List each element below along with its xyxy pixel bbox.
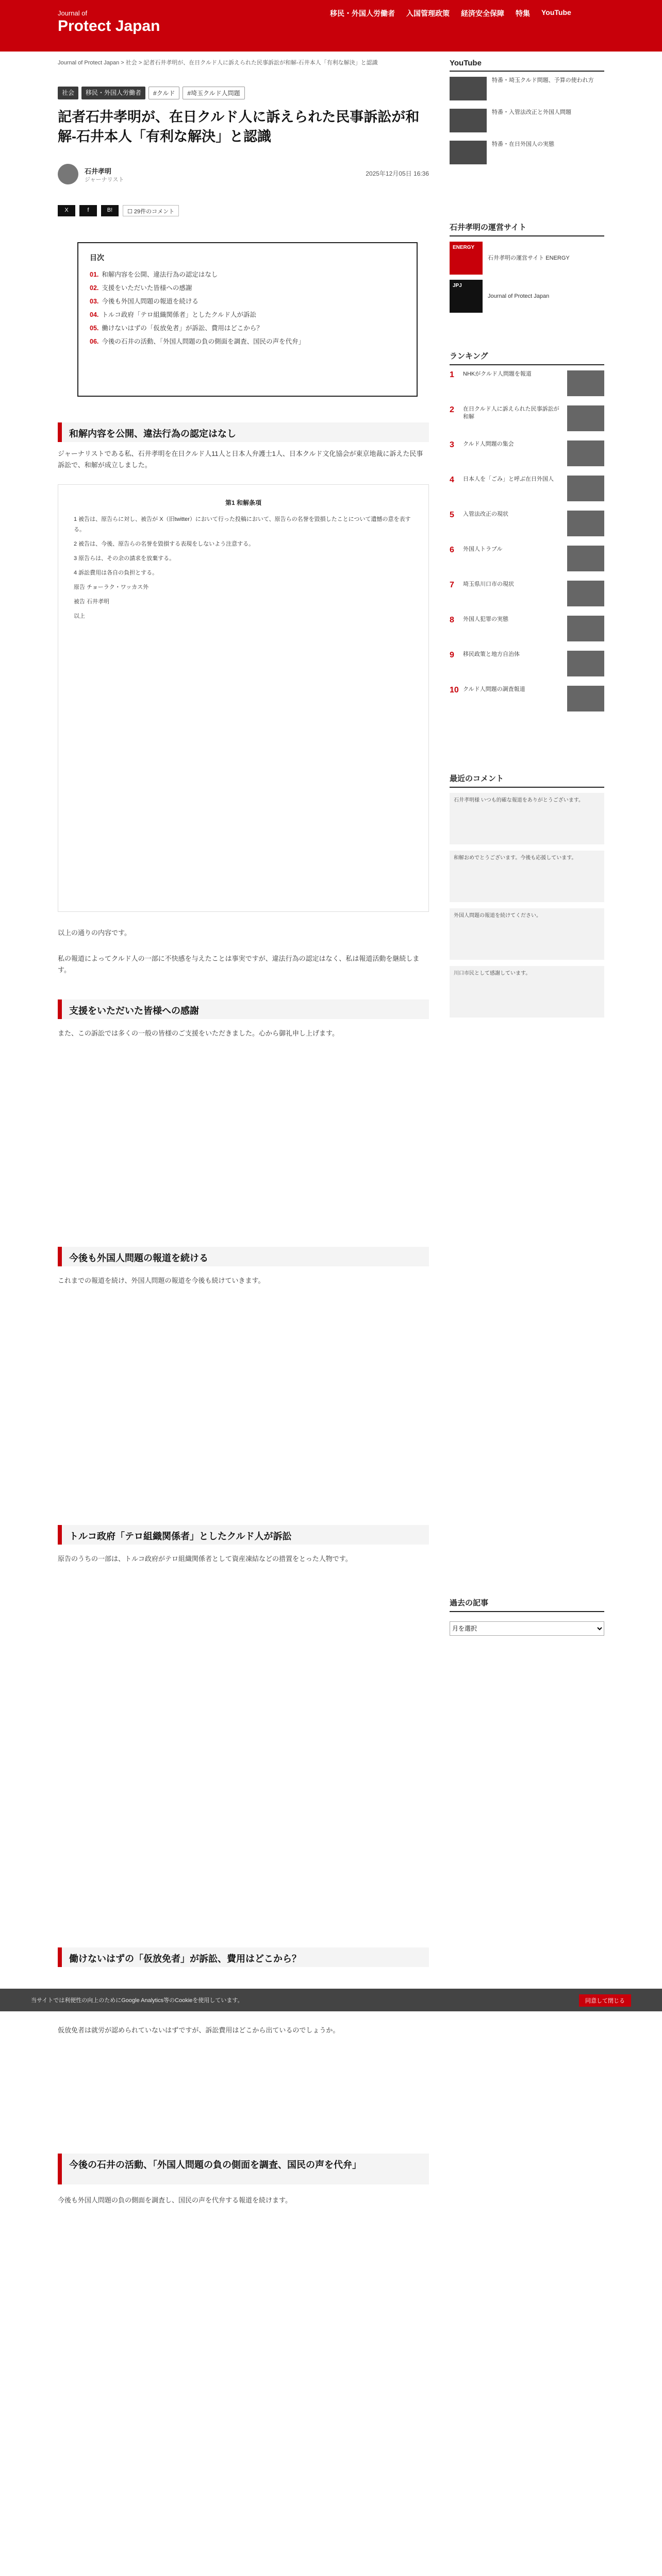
section-heading-future: 今後の石井の活動、「外国人問題の負の側面を調査、国民の声を代弁」 [58, 2154, 429, 2184]
ranking-thumb[interactable] [567, 651, 604, 676]
nav-item-youtube[interactable]: YouTube [541, 8, 571, 16]
doc-line: 1 被告は、原告らに対し、被告が X（旧twitter）において行った投稿において、原告らの名誉を毀損したことについて遺憾の意を表する。 [74, 516, 411, 533]
doc-heading: 第1 和解条項 [225, 499, 261, 506]
tag-society[interactable]: 社会 [58, 87, 78, 99]
sidebar-youtube [450, 59, 604, 173]
archive-heading: 過去の記事 [450, 1597, 604, 1612]
author-role: ジャーナリスト [85, 177, 124, 183]
cookie-accept-button[interactable]: 同意して閉じる [579, 1994, 631, 2007]
comment-card[interactable]: 和解おめでとうございます。今後も応援しています。 [450, 851, 604, 902]
share-hatena-button[interactable]: B! [101, 205, 119, 216]
energy-logo[interactable]: ENERGY [450, 242, 483, 275]
tag-kurd[interactable]: #クルド [148, 87, 179, 99]
ranking-item[interactable]: 10 クルド人問題の調査報道 [450, 686, 604, 716]
doc-line: 4 訴訟費用は各自の負担とする。 [74, 570, 158, 576]
toc-item[interactable]: 01. 和解内容を公開、違法行為の認定はなし [90, 271, 218, 278]
ranking-item[interactable]: 9 移民政策と地方自治体 [450, 651, 604, 681]
body-paragraph: 以上の通りの内容です。 [58, 929, 131, 937]
site-item[interactable]: ENERGY 石井孝明の運営サイト ENERGY [450, 242, 604, 275]
logo-main-text: Protect Japan [58, 18, 160, 35]
toc-item[interactable]: 04. トルコ政府「テロ組織関係者」としたクルド人が訴訟 [90, 311, 257, 318]
site-item[interactable]: JPJ Journal of Protect Japan [450, 280, 604, 313]
avatar[interactable] [58, 164, 78, 184]
author-box [58, 164, 429, 187]
breadcrumb[interactable]: Journal of Protect Japan > 社会 > 記者石井孝明が、在日クルド人に訴えられた民事訴訟が和解-石井本人「有利な解決」と認識 [58, 60, 378, 66]
tag-list [58, 87, 245, 99]
sites-heading: 石井孝明の運営サイト [450, 222, 604, 236]
youtube-heading: YouTube [450, 59, 604, 72]
ranking-item[interactable]: 1 NHKがクルド人問題を報道 [450, 370, 604, 400]
comment-card[interactable]: 石井孝明様 いつも的確な報道をありがとうございます。 [450, 793, 604, 844]
youtube-item[interactable]: 特番・在日外国人の実態 [450, 141, 604, 167]
video-thumbnail[interactable] [450, 109, 487, 132]
sidebar-ranking [450, 350, 604, 721]
ranking-item[interactable]: 2 在日クルド人に訴えられた民事訴訟が和解 [450, 405, 604, 435]
video-thumbnail[interactable] [450, 77, 487, 100]
body-paragraph: 私の報道によってクルド人の一部に不快感を与えたことは事実ですが、違法行為の認定はなく、私は報道活動を継続します。 [58, 955, 420, 974]
youtube-item[interactable]: 特番・埼玉クルド問題、予算の使われ方 [450, 77, 604, 104]
ranking-heading: ランキング [450, 350, 604, 365]
sidebar-sites [450, 222, 604, 318]
ranking-thumb[interactable] [567, 440, 604, 466]
ranking-thumb[interactable] [567, 686, 604, 711]
section-heading-thanks: 支援をいただいた皆様への感謝 [58, 999, 429, 1019]
publish-date: 2025年12月05日 16:36 [366, 170, 429, 177]
logo-small-text: Journal of [58, 9, 88, 17]
doc-line: 原告 チョーラク・ワッカス外 [74, 584, 149, 590]
nav-item-economic-security[interactable]: 経済安全保障 [461, 9, 504, 18]
comments-heading: 最近のコメント [450, 773, 604, 788]
main-nav [330, 8, 571, 19]
sidebar-comments [450, 773, 604, 1024]
body-paragraph: 今後も外国人問題の負の側面を調査し、国民の声を代弁する報道を続けます。 [58, 2196, 292, 2204]
ranking-thumb[interactable] [567, 476, 604, 501]
ranking-item[interactable]: 7 埼玉県川口市の現状 [450, 581, 604, 611]
ranking-item[interactable]: 6 外国人トラブル [450, 546, 604, 575]
cookie-text: 当サイトでは利便性の向上のためにGoogle Analytics等のCookieを使用しています。 [31, 1997, 243, 2004]
page-title: 記者石井孝明が、在日クルド人に訴えられた民事訴訟が和解-石井本人「有利な解決」と認識 [58, 109, 420, 144]
body-paragraph: また、この訴訟では多くの一般の皆様のご支援をいただきました。心から御礼申し上げます。 [58, 1029, 339, 1037]
table-of-contents [77, 242, 418, 397]
ranking-thumb[interactable] [567, 511, 604, 536]
comment-card[interactable]: 外国人問題の報道を続けてください。 [450, 908, 604, 960]
ranking-thumb[interactable] [567, 405, 604, 431]
nav-item-feature[interactable]: 特集 [516, 9, 530, 18]
tag-saitama-kurd[interactable]: #埼玉クルド人問題 [183, 87, 244, 99]
doc-line: 以上 [74, 613, 85, 619]
body-paragraph: 原告のうちの一部は、トルコ政府がテロ組織関係者として資産凍結などの措置をとった人物です。 [58, 1555, 352, 1563]
nav-item-immigration[interactable]: 移民・外国人労働者 [330, 9, 395, 18]
cookie-banner [0, 1989, 662, 2011]
body-paragraph: これまでの報道を続け、外国人問題の報道を今後も続けていきます。 [58, 1277, 265, 1284]
body-paragraph: ジャーナリストである私、石井孝明を在日クルド人11人と日本人弁護士1人、日本クルド文化協会が東京地裁に訴えた民事訴訟で、和解が成立しました。 [58, 450, 423, 469]
tag-immigration[interactable]: 移民・外国人労働者 [81, 87, 145, 99]
site-header [0, 0, 662, 52]
ranking-item[interactable]: 3 クルド人問題の集会 [450, 440, 604, 470]
nav-item-immigration-control[interactable]: 入国管理政策 [406, 9, 450, 18]
toc-heading: 目次 [90, 253, 104, 262]
toc-item[interactable]: 05. 働けないはずの「仮放免者」が訴訟、費用はどこから？ [90, 325, 263, 332]
doc-line: 3 原告らは、その余の請求を放棄する。 [74, 555, 175, 562]
share-facebook-button[interactable]: f [79, 205, 97, 216]
jpj-logo[interactable]: JPJ [450, 280, 483, 313]
ranking-item[interactable]: 4 日本人を「ごみ」と呼ぶ在日外国人 [450, 476, 604, 505]
video-thumbnail[interactable] [450, 141, 487, 164]
comment-card[interactable]: 川口市民として感謝しています。 [450, 966, 604, 1018]
toc-item[interactable]: 03. 今後も外国人問題の報道を続ける [90, 298, 198, 305]
site-logo[interactable] [58, 9, 160, 35]
toc-item[interactable]: 02. 支援をいただいた皆様への感謝 [90, 284, 192, 292]
sidebar-archive [450, 1597, 604, 1636]
doc-line: 2 被告は、今後、原告らの名誉を毀損する表現をしないよう注意する。 [74, 541, 255, 547]
ranking-thumb[interactable] [567, 546, 604, 571]
ranking-item[interactable]: 5 入管法改正の現状 [450, 511, 604, 540]
section-heading-continue: 今後も外国人問題の報道を続ける [58, 1247, 429, 1266]
ranking-thumb[interactable] [567, 581, 604, 606]
body-paragraph: 仮放免者は就労が認められていないはずですが、訴訟費用はどこから出ているのでしょうか。 [58, 2026, 340, 2034]
ranking-thumb[interactable] [567, 616, 604, 641]
ranking-thumb[interactable] [567, 370, 604, 396]
doc-line: 被告 石井孝明 [74, 599, 110, 605]
section-heading-settlement: 和解内容を公開、違法行為の認定はなし [58, 422, 429, 442]
section-heading-cost: 働けないはずの「仮放免者」が訴訟、費用はどこから？ [58, 1947, 429, 1967]
section-heading-turkey: トルコ政府「テロ組織関係者」としたクルド人が訴訟 [58, 1525, 429, 1545]
share-x-button[interactable]: X [58, 205, 75, 216]
share-bar [58, 205, 179, 216]
archive-select[interactable] [450, 1621, 604, 1636]
comments-count-button[interactable]: ☐ 29件のコメント [123, 205, 179, 216]
settlement-document [58, 484, 429, 912]
youtube-item[interactable]: 特番・入管法改正と外国人問題 [450, 109, 604, 135]
author-name[interactable]: 石井孝明 [85, 167, 112, 175]
toc-item[interactable]: 06. 今後の石井の活動、「外国人問題の負の側面を調査、国民の声を代弁」 [90, 338, 305, 345]
ranking-item[interactable]: 8 外国人犯罪の実態 [450, 616, 604, 646]
